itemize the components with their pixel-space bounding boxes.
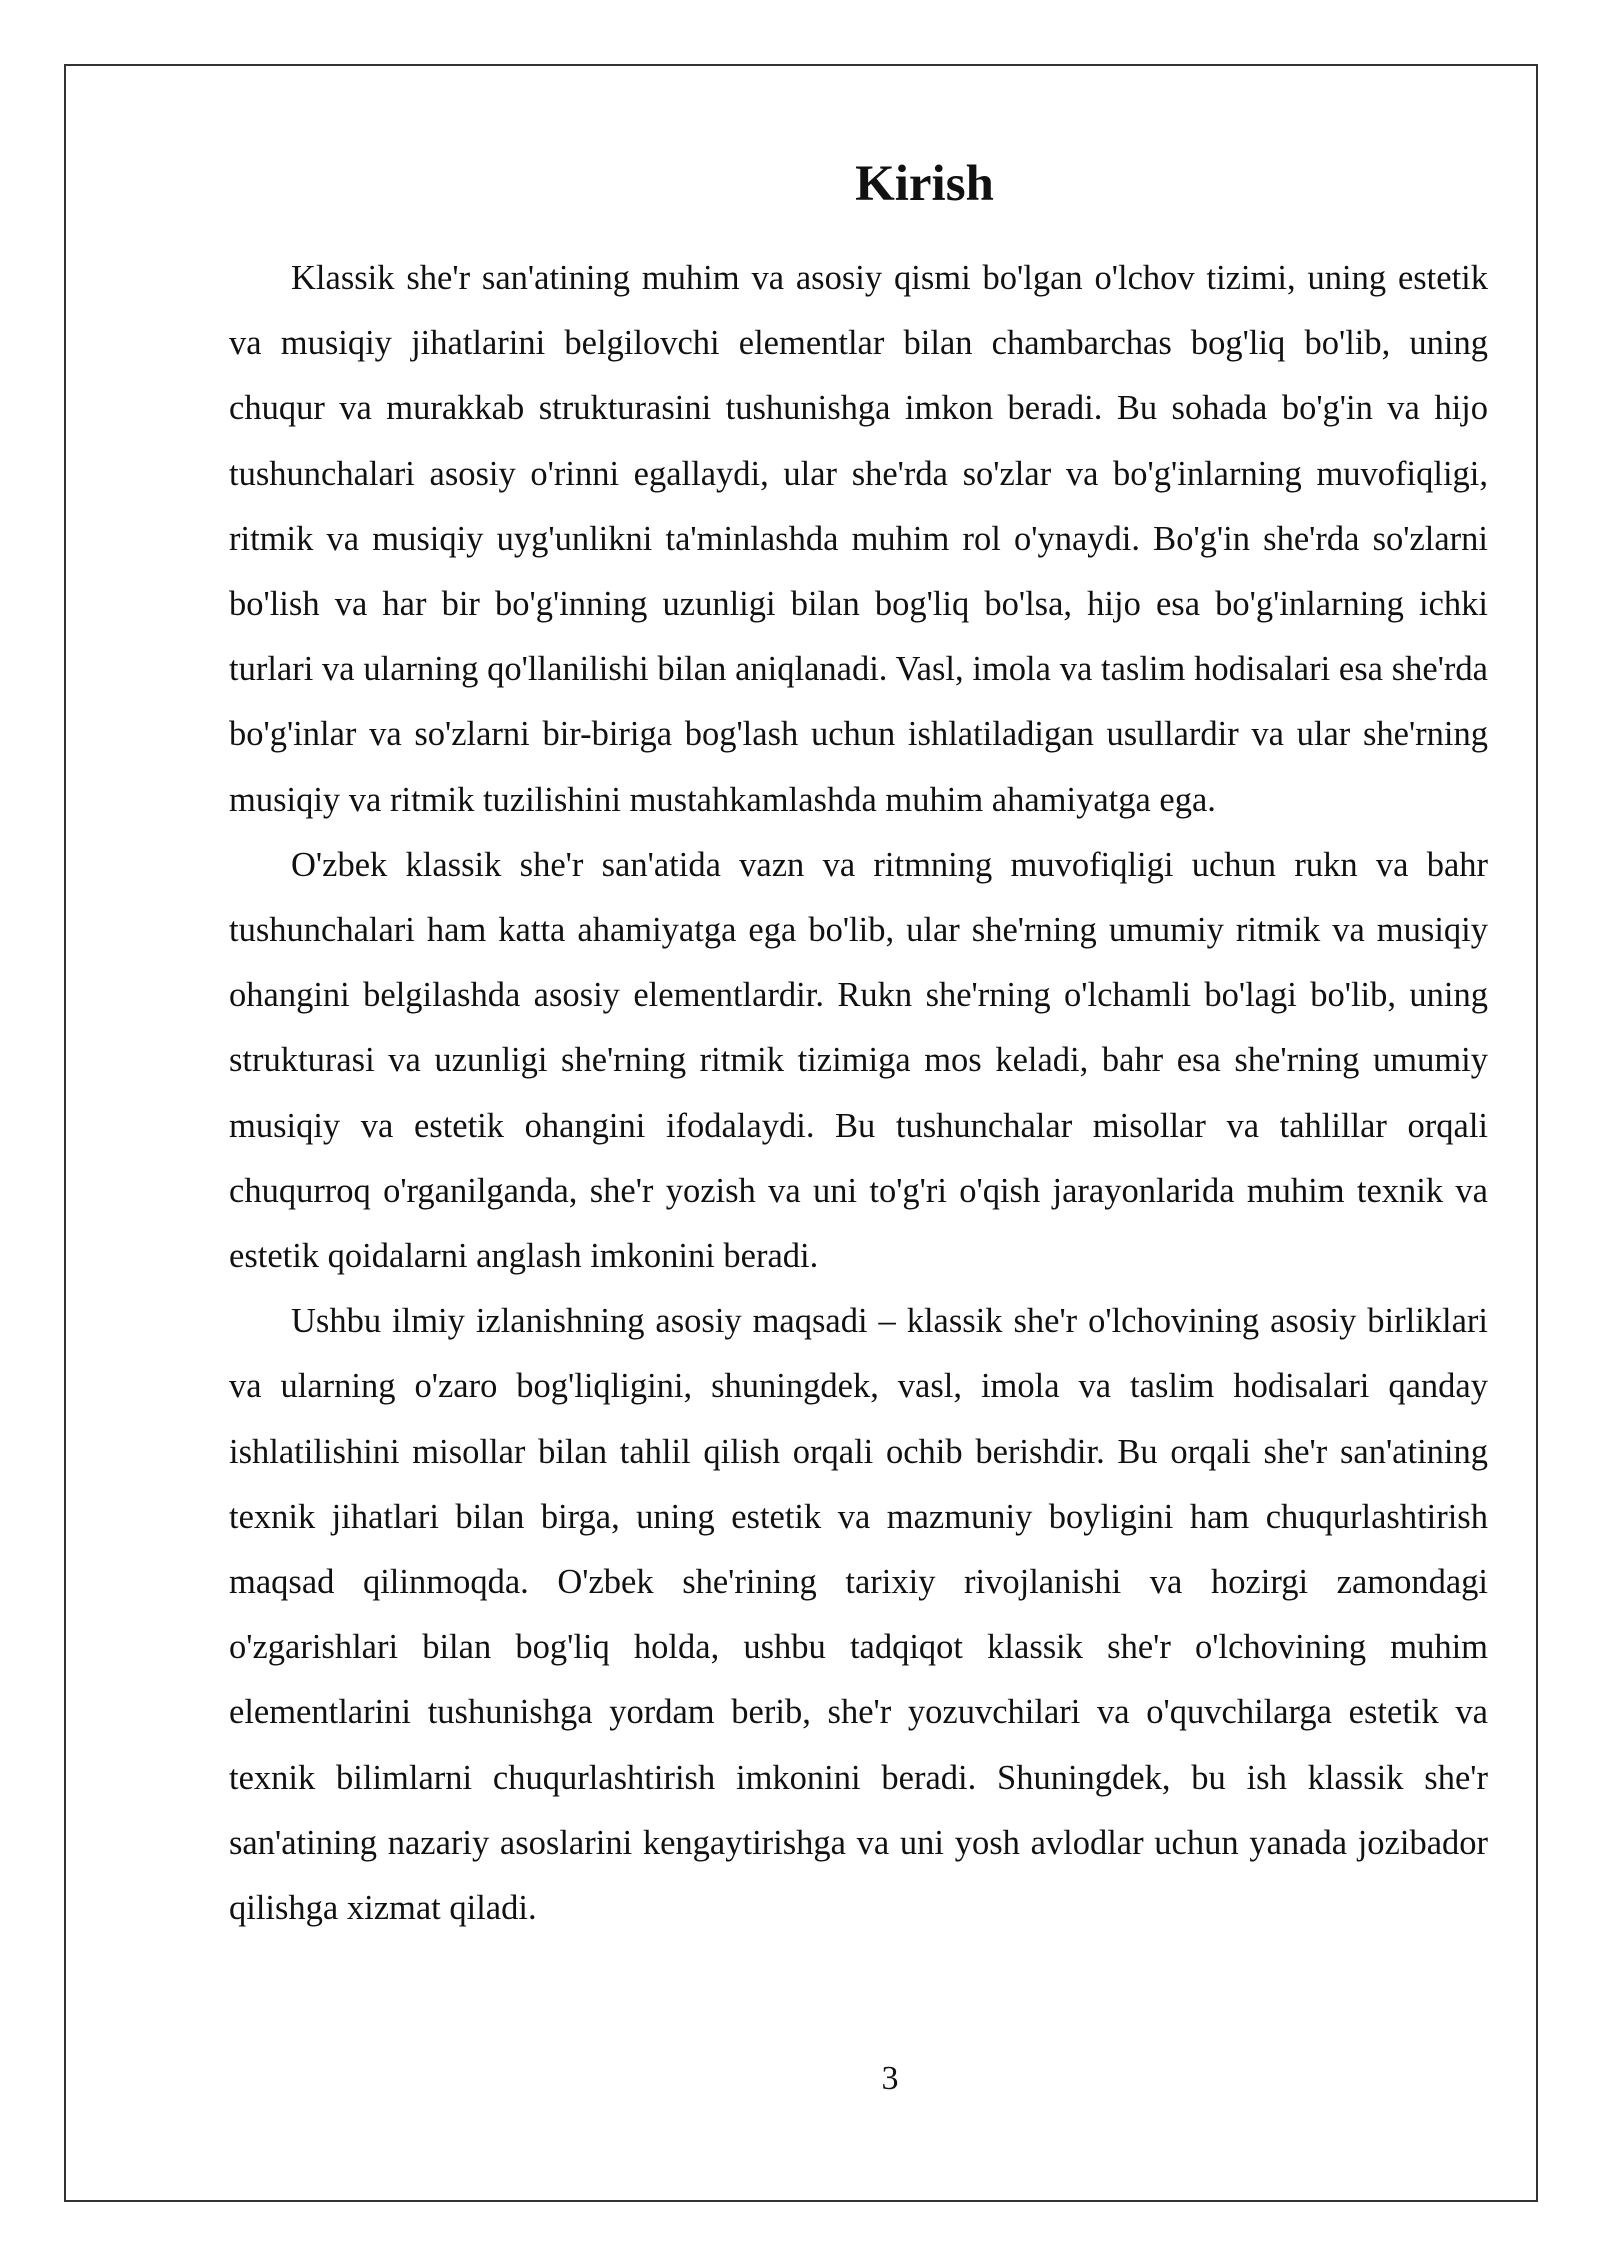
document-body	[229, 150, 1488, 1941]
paragraph-1: Klassik she'r san'atining muhim va asosiy qismi bo'lgan o'lchov tizimi, uning estetik va musiqiy jihatlarini belgilovchi elementlar bilan chambarchas bog'liq bo'lib, uning chuqur va murakkab strukturasini tushunishga imkon beradi. Bu sohada bo'g'in va hijo tushunchalari asosiy o'rinni egallaydi, ular she'rda so'zlar va bo'g'inlarning muvofiqligi, ritmik va musiqiy uyg'unlikni ta'minlashda muhim rol o'ynaydi. Bo'g'in she'rda so'zlarni bo'lish va har bir bo'g'inning uzunligi bilan bog'liq bo'lsa, hijo esa bo'g'inlarning ichki turlari va ularning qo'llanilishi bilan aniqlanadi. Vasl, imola va taslim hodisalari esa she'rda bo'g'inlar va so'zlarni bir-biriga bog'lash uchun ishlatiladigan usullardir va ular she'rning musiqiy va ritmik tuzilishini mustahkamlashda muhim ahamiyatga ega.	[229, 259, 1488, 819]
paragraph-2: O'zbek klassik she'r san'atida vazn va ritmning muvofiqligi uchun rukn va bahr tushunchalari ham katta ahamiyatga ega bo'lib, ular she'rning umumiy ritmik va musiqiy ohangini belgilashda asosiy elementlardir. Rukn she'rning o'lchamli bo'lagi bo'lib, uning strukturasi va uzunligi she'rning ritmik tizimiga mos keladi, bahr esa she'rning umumiy musiqiy va estetik ohangini ifodalaydi. Bu tushunchalar misollar va tahlillar orqali chuqurroq o'rganilganda, she'r yozish va uni to'g'ri o'qish jarayonlarida muhim texnik va estetik qoidalarni anglash imkonini beradi.	[229, 845, 1488, 1276]
page-title: Kirish	[855, 156, 994, 212]
page-number: 3	[881, 2060, 899, 2097]
paragraph-3: Ushbu ilmiy izlanishning asosiy maqsadi – klassik she'r o'lchovining asosiy birliklari va ularning o'zaro bog'liqligini, shuningdek, vasl, imola va taslim hodisalari qanday ishlatilishini misollar bilan tahlil qilish orqali ochib berishdir. Bu orqali she'r san'atining texnik jihatlari bilan birga, uning estetik va mazmuniy boyligini ham chuqurlashtirish maqsad qilinmoqda. O'zbek she'rining tarixiy rivojlanishi va hozirgi zamondagi o'zgarishlari bilan bog'liq holda, ushbu tadqiqot klassik she'r o'lchovining muhim elementlarini tushunishga yordam berib, she'r yozuvchilari va o'quvchilarga estetik va texnik bilimlarni chuqurlashtirish imkonini beradi. Shuningdek, bu ish klassik she'r san'atining nazariy asoslarini kengaytirishga va uni yosh avlodlar uchun yanada jozibador qilishga xizmat qiladi.	[229, 1302, 1488, 1928]
